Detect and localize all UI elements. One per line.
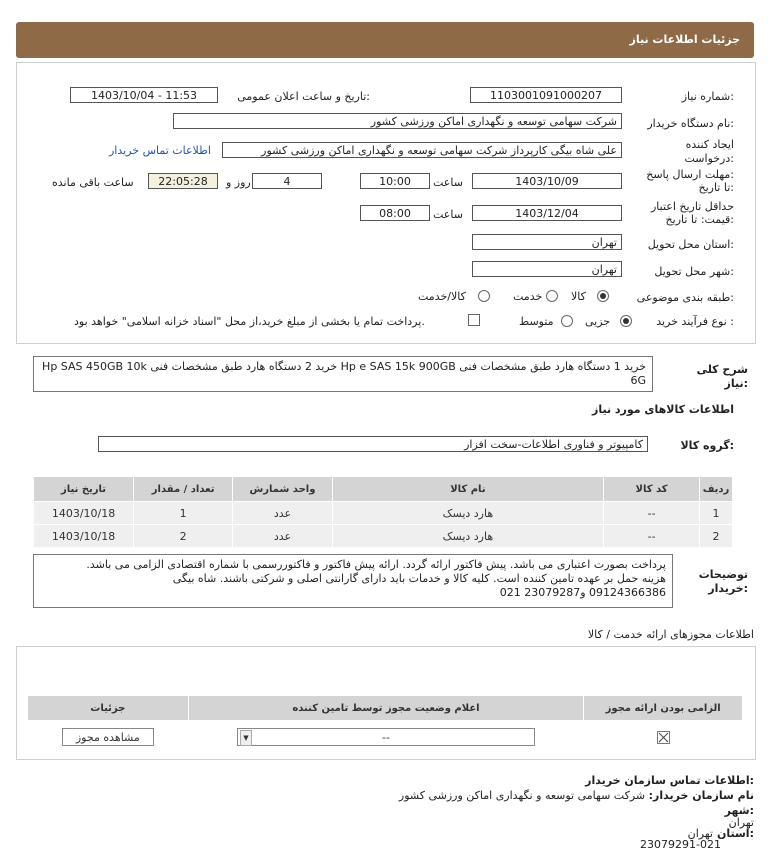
buyer-notes-label-1: توضیحات: [698, 568, 748, 581]
group-field[interactable]: کامپیوتر و فناوری اطلاعات-سخت افزار: [98, 436, 648, 452]
category-goods-label: کالا: [571, 290, 586, 303]
validity-time-label: ساعت: [433, 208, 463, 221]
goods-table: [33, 476, 733, 548]
cell-quantity: 2: [134, 525, 233, 548]
process-label: نوع فرآیند خرید :: [656, 315, 734, 328]
buyer-notes-label-2: خریدار:: [708, 582, 748, 595]
announce-field[interactable]: 1403/10/04 - 11:53: [70, 87, 218, 103]
goods-section-title: اطلاعات کالاهای مورد نیاز: [592, 403, 734, 416]
permits-table: [27, 695, 743, 754]
province-label: استان محل تحویل:: [647, 238, 734, 251]
contact-province-value: تهران: [687, 827, 713, 840]
buyer-notes-text: [33, 554, 673, 608]
permits-table-header: [28, 696, 743, 721]
contact-phone-value: 23079291-021: [640, 838, 721, 851]
days-label: روز و: [226, 176, 251, 189]
buyer-label: نام دستگاه خریدار:: [647, 117, 734, 130]
cell-item-code: --: [604, 525, 700, 548]
buyer-field[interactable]: شرکت سهامی توسعه و نگهداری اماکن ورزشی کشور: [173, 113, 622, 129]
cell-row: 1: [700, 502, 733, 525]
need-number-label: شماره نیاز:: [681, 90, 734, 103]
summary-text: خرید 1 دستگاه هارد طبق مشخصات فنی Hp e SAS 15k 900GB خرید 2 دستگاه هارد طبق مشخصات فنی Hp SAS 450GB 10k 6G: [33, 356, 653, 392]
deadline-date-field[interactable]: 1403/10/09: [472, 173, 622, 189]
chevron-down-icon[interactable]: ▼: [240, 730, 252, 746]
contact-title: اطلاعات تماس سازمان خریدار:: [585, 774, 754, 787]
cell-item-name: هارد دیسک: [332, 502, 603, 525]
col-item-name: نام کالا: [332, 477, 603, 502]
deadline-label-1: مهلت ارسال پاسخ:: [646, 168, 734, 181]
cell-item-name: هارد دیسک: [332, 525, 603, 548]
col-quantity: تعداد / مقدار: [134, 477, 233, 502]
creator-label-2: درخواست:: [684, 152, 734, 165]
cell-permit-status: [188, 721, 584, 754]
buyer-contact-link[interactable]: اطلاعات تماس خریدار: [109, 144, 211, 157]
col-row: ردیف: [700, 477, 733, 502]
remaining-time-field: 22:05:28: [148, 173, 218, 189]
cell-unit: عدد: [233, 525, 332, 548]
city-label: شهر محل تحویل:: [654, 265, 734, 278]
contact-org: [399, 789, 754, 802]
treasury-checkbox[interactable]: [468, 314, 480, 326]
city-field[interactable]: تهران: [472, 261, 622, 277]
cell-unit: عدد: [233, 502, 332, 525]
table-row: [34, 525, 733, 548]
process-medium-label: متوسط: [519, 315, 554, 328]
summary-label-2: نیاز:: [724, 377, 748, 390]
col-permit-status: اعلام وضعیت مجوز توسط تامین کننده: [188, 696, 584, 721]
summary-label-1: شرح کلی: [696, 363, 748, 376]
buyer-notes-line-2: هزینه حمل بر عهده تامین کننده است. کلیه کالا و خدمات باید دارای گارانتی اصلی و شرکتی باشند. شاه بیگی: [172, 572, 666, 585]
cell-need-date: 1403/10/18: [34, 525, 134, 548]
validity-time-field[interactable]: 08:00: [360, 205, 430, 221]
validity-label-2: قیمت: تا تاریخ:: [665, 213, 734, 226]
category-label: طبقه بندی موضوعی:: [636, 291, 734, 304]
payment-note: پرداخت تمام یا بخشی از مبلغ خرید،از محل "اسناد خزانه اسلامی" خواهد بود.: [74, 315, 425, 328]
buyer-notes-line-3: 09124366386 و23079287 021: [499, 586, 666, 599]
cross-icon: [658, 732, 669, 743]
contact-org-value: شرکت سهامی توسعه و نگهداری اماکن ورزشی کشور: [398, 789, 646, 802]
category-goods-service-label: کالا/خدمت: [418, 290, 466, 303]
process-medium-radio[interactable]: [561, 315, 573, 327]
category-service-label: خدمت: [513, 290, 543, 303]
contact-city-value: تهران: [728, 816, 754, 829]
col-permit-required: الزامی بودن ارائه مجوز: [584, 696, 743, 721]
remaining-label: ساعت باقی مانده: [52, 176, 134, 189]
permit-status-select[interactable]: [237, 728, 535, 746]
col-details: جزئیات: [28, 696, 189, 721]
col-item-code: کد کالا: [604, 477, 700, 502]
creator-field[interactable]: علی شاه بیگی کارپرداز شرکت سهامی توسعه و نگهداری اماکن ورزشی کشور: [222, 142, 622, 158]
creator-label-1: ایجاد کننده: [685, 138, 734, 151]
cell-need-date: 1403/10/18: [34, 502, 134, 525]
deadline-time-label: ساعت: [433, 176, 463, 189]
page-title: جزئیات اطلاعات نیاز: [629, 33, 740, 46]
deadline-label-2: تا تاریخ:: [698, 181, 734, 194]
cell-item-code: --: [604, 502, 700, 525]
cell-row: 2: [700, 525, 733, 548]
contact-province-label: استان:: [716, 827, 754, 840]
col-unit: واحد شمارش: [233, 477, 332, 502]
deadline-time-field[interactable]: 10:00: [360, 173, 430, 189]
view-permit-button[interactable]: مشاهده مجوز: [62, 728, 154, 746]
permit-required-checkbox[interactable]: [657, 731, 670, 744]
contact-city-label: شهر:: [724, 804, 754, 817]
announce-label: تاریخ و ساعت اعلان عمومی:: [237, 90, 370, 103]
cell-details: [28, 721, 189, 754]
buyer-notes-line-1: پرداخت بصورت اعتباری می باشد. پیش فاکتور ارائه گردد. ارائه پیش فاکتور و فاکتوررسمی با شماره اقتصادی الزامی می باشد.: [86, 558, 666, 571]
need-number-field[interactable]: 1103001091000207: [470, 87, 622, 103]
validity-label-1: حداقل تاریخ اعتبار: [650, 200, 734, 213]
days-field[interactable]: 4: [252, 173, 322, 189]
category-goods-radio[interactable]: [597, 290, 609, 302]
process-minor-radio[interactable]: [620, 315, 632, 327]
category-service-radio[interactable]: [546, 290, 558, 302]
contact-org-label: نام سازمان خریدار:: [648, 789, 754, 802]
col-need-date: تاریخ نیاز: [34, 477, 134, 502]
group-label: گروه کالا:: [680, 439, 734, 452]
table-row: [34, 502, 733, 525]
process-minor-label: جزیی: [585, 315, 611, 328]
cell-quantity: 1: [134, 502, 233, 525]
page-header: [16, 22, 754, 58]
validity-date-field[interactable]: 1403/12/04: [472, 205, 622, 221]
category-goods-service-radio[interactable]: [478, 290, 490, 302]
cell-permit-required: [584, 721, 743, 754]
goods-table-header: [34, 477, 733, 502]
table-row: [28, 721, 743, 754]
province-field[interactable]: تهران: [472, 234, 622, 250]
permit-status-value: --: [382, 731, 390, 744]
permits-section-title: اطلاعات مجوزهای ارائه خدمت / کالا: [587, 628, 754, 641]
